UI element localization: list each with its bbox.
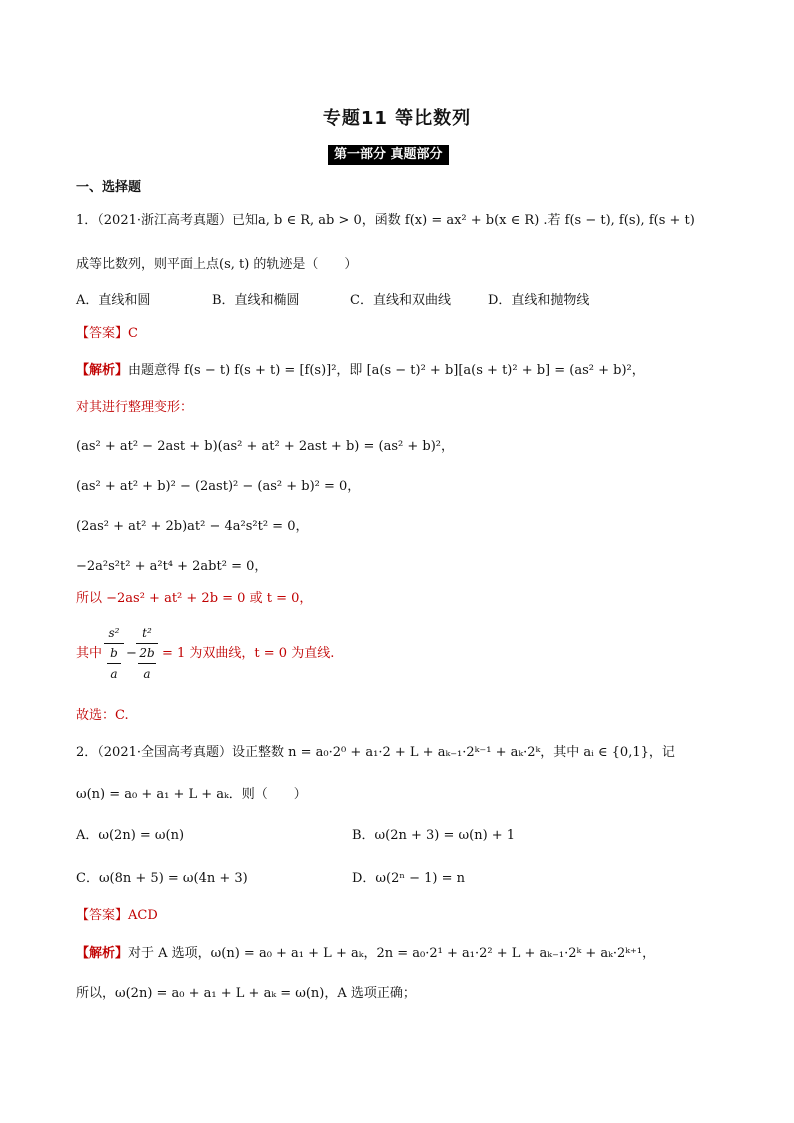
q1-frac-suffix: = 1 为双曲线，t = 0 为直线. [162, 646, 335, 661]
q1-frac1-inner-bar [107, 663, 121, 664]
section-heading: 一、选择题 [76, 180, 142, 195]
q2-analysis [76, 944, 655, 964]
q2-stem-line1: 2．（2021·全国高考真题）设正整数 n = a₀·2⁰ + a₁·2 + L + aₖ₋₁·2ᵏ⁻¹ + aₖ·2ᵏ，其中 aᵢ ∈ {0,1}，记 [76, 745, 675, 760]
q1-frac2-inner-bar [138, 663, 156, 664]
q1-step-2: (as² + at² − 2ast + b)(as² + at² + 2ast + b) = (as² + b)²， [76, 439, 454, 454]
q1-frac-prefix: 其中 [76, 646, 103, 661]
q1-step-1: 对其进行整理变形： [76, 400, 194, 415]
q2-option-c: C．ω(8n + 5) = ω(4n + 3) [76, 871, 248, 886]
q1-frac1-den-den: a [110, 667, 118, 681]
q1-analysis-label: 【解析】 [76, 363, 129, 378]
q1-frac2-den-den: a [143, 667, 151, 681]
q1-analysis-text: 由题意得 f(s − t) f(s + t) = [f(s)]²，即 [a(s − t)² + b][a(s + t)² + b] = (as² + b)²， [128, 363, 645, 378]
q1-frac-minus: − [126, 646, 137, 661]
q1-option-b: B．直线和椭圆 [212, 293, 300, 308]
q1-stem-line2: 成等比数列，则平面上点(s, t) 的轨迹是（ ） [76, 257, 358, 272]
q1-frac1-num: s² [108, 626, 120, 640]
q2-answer: 【答案】ACD [76, 908, 158, 923]
q1-fraction-2 [136, 626, 158, 688]
q1-stem-line1: 1．（2021·浙江高考真题）已知a, b ∈ R, ab > 0，函数 f(x) = ax² + b(x ∈ R) .若 f(s − t), f(s), f(s + t) [76, 213, 695, 228]
q2-option-d: D．ω(2ⁿ − 1) = n [352, 871, 466, 886]
q1-frac2-bar [136, 643, 158, 644]
q2-analysis-text: 对于 A 选项，ω(n) = a₀ + a₁ + L + aₖ，2n = a₀·2¹ + a₁·2² + L + aₖ₋₁·2ᵏ + aₖ·2ᵏ⁺¹， [128, 946, 656, 961]
q1-analysis [76, 361, 645, 381]
q1-step-5: −2a²s²t² + a²t⁴ + 2abt² = 0， [76, 559, 268, 574]
q1-option-d: D．直线和抛物线 [488, 293, 590, 308]
q1-answer: 【答案】C [76, 326, 138, 341]
q1-step-3: (as² + at² + b)² − (2ast)² − (as² + b)² = 0， [76, 479, 361, 494]
q2-stem-line2: ω(n) = a₀ + a₁ + L + aₖ．则（ ） [76, 787, 307, 802]
q1-step-6: 所以 −2as² + at² + 2b = 0 或 t = 0， [76, 591, 313, 606]
q1-fraction-1 [104, 626, 124, 688]
q1-step-4: (2as² + at² + 2b)at² − 4a²s²t² = 0， [76, 519, 309, 534]
page-title: 专题11 等比数列 [322, 108, 472, 129]
q1-option-a: A．直线和圆 [76, 293, 151, 308]
part-badge: 第一部分 真题部分 [328, 145, 449, 165]
q2-option-a: A．ω(2n) = ω(n) [76, 828, 185, 843]
q2-analysis-label: 【解析】 [76, 946, 129, 961]
q2-last-line: 所以，ω(2n) = a₀ + a₁ + L + aₖ = ω(n)，A 选项正确； [76, 986, 416, 1001]
q2-option-b: B．ω(2n + 3) = ω(n) + 1 [352, 828, 516, 843]
q1-frac1-bar [104, 643, 124, 644]
q1-option-c: C．直线和双曲线 [350, 293, 451, 308]
q1-frac2-den-num: 2b [139, 646, 155, 660]
q1-frac1-den-num: b [110, 646, 118, 660]
q1-conclusion: 故选：C. [76, 708, 129, 723]
q1-frac2-num: t² [142, 626, 152, 640]
